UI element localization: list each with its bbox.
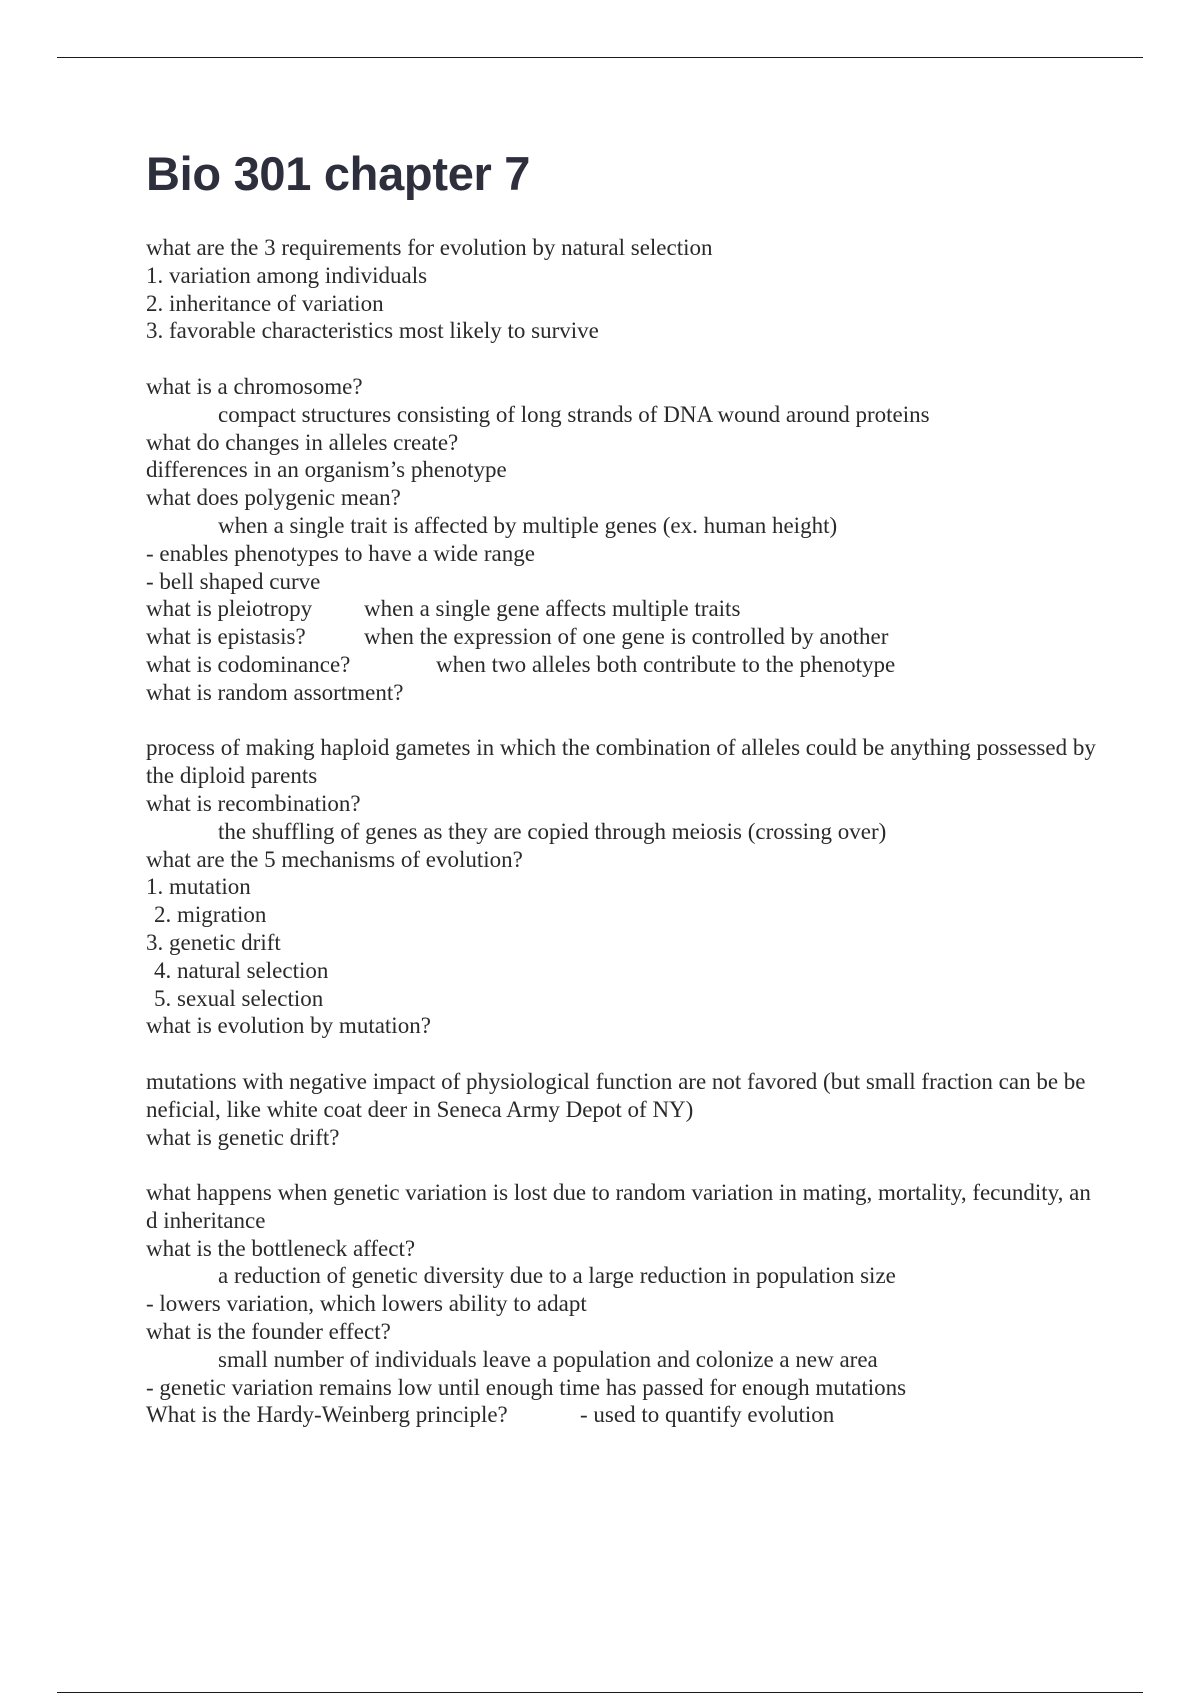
question-line: what is the founder effect? (146, 1319, 391, 1345)
answer-line: - lowers variation, which lowers ability to adapt (146, 1291, 587, 1317)
question-text: What is the Hardy-Weinberg principle? (146, 1402, 508, 1428)
answer-line: 1. variation among individuals (146, 262, 428, 288)
answer-line: differences in an organism’s phenotype (146, 457, 507, 483)
blank-line (146, 1040, 1096, 1068)
question-line: what is random assortment? (146, 679, 404, 705)
answer-line: - genetic variation remains low until enough time has passed for enough mutations (146, 1374, 907, 1400)
qa-row (146, 1401, 1096, 1429)
question-line: what is recombination? (146, 790, 361, 816)
qa-row (146, 651, 1096, 679)
top-rule (57, 57, 1143, 58)
answer-text: when the expression of one gene is controlled by another (364, 624, 889, 650)
list-item: 5. sexual selection (154, 985, 324, 1011)
answer-line: compact structures consisting of long strands of DNA wound around proteins (218, 401, 930, 427)
question-line: what is a chromosome? (146, 373, 363, 399)
list-item: 1. mutation (146, 874, 251, 900)
answer-line: the shuffling of genes as they are copied through meiosis (crossing over) (218, 818, 887, 844)
answer-line: small number of individuals leave a population and colonize a new area (218, 1346, 878, 1372)
list-item: 4. natural selection (154, 957, 329, 983)
question-line: what is genetic drift? (146, 1124, 340, 1150)
answer-line: a reduction of genetic diversity due to a large reduction in population size (218, 1263, 896, 1289)
answer-text: - used to quantify evolution (580, 1402, 835, 1428)
answer-line: 3. favorable characteristics most likely to survive (146, 318, 599, 344)
question-line: what are the 5 mechanisms of evolution? (146, 846, 523, 872)
answer-text: when a single gene affects multiple traits (364, 596, 741, 622)
qa-row (146, 623, 1096, 651)
question-line: what is evolution by mutation? (146, 1013, 431, 1039)
question-line: what are the 3 requirements for evolution by natural selection (146, 235, 713, 260)
answer-line: - enables phenotypes to have a wide range (146, 540, 535, 566)
qa-row (146, 595, 1096, 623)
answer-paragraph: mutations with negative impact of physiological function are not favored (but small fraction can be beneficial, like white coat deer in Seneca Army Depot of NY) (146, 1068, 1086, 1122)
notes-text (146, 234, 1096, 1429)
answer-paragraph: process of making haploid gametes in which the combination of alleles could be anything possessed by the diploid parents (146, 735, 1096, 789)
blank-line (146, 1151, 1096, 1179)
question-line: what does polygenic mean? (146, 485, 401, 511)
question-text: what is pleiotropy (146, 596, 313, 622)
question-line: what is the bottleneck affect? (146, 1235, 416, 1261)
blank-line (146, 345, 1096, 373)
question-text: what is codominance? (146, 651, 351, 677)
list-item: 3. genetic drift (146, 929, 281, 955)
blank-line (146, 707, 1096, 735)
answer-line: 2. inheritance of variation (146, 290, 384, 316)
question-text: what is epistasis? (146, 624, 306, 650)
bottom-rule (57, 1692, 1143, 1693)
answer-line: - bell shaped curve (146, 568, 321, 594)
question-line: what do changes in alleles create? (146, 429, 459, 455)
answer-text: when two alleles both contribute to the phenotype (436, 651, 896, 677)
document-title: Bio 301 chapter 7 (146, 147, 531, 200)
list-item: 2. migration (154, 902, 267, 928)
document-body (146, 140, 1096, 1429)
answer-paragraph: what happens when genetic variation is lost due to random variation in mating, mortality, fecundity, and inheritance (146, 1180, 1091, 1233)
answer-line: when a single trait is affected by multiple genes (ex. human height) (218, 512, 838, 538)
